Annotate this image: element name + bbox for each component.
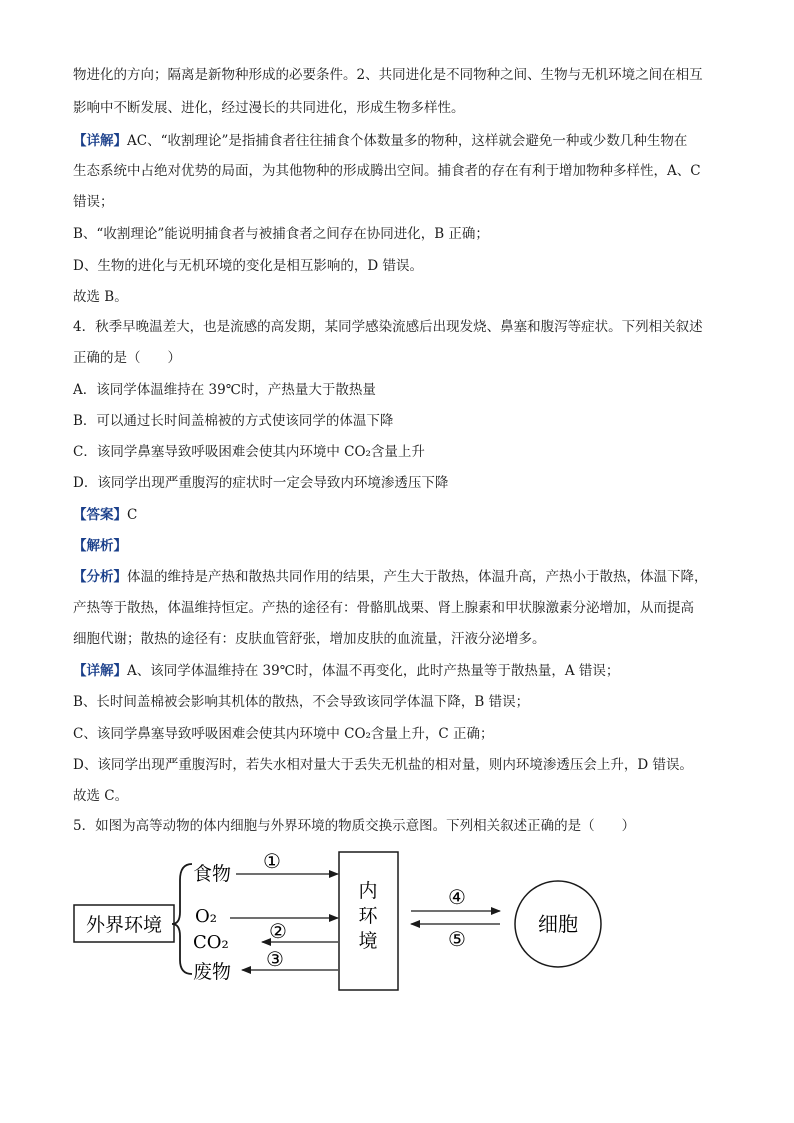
inner-environment-char: 境 (358, 930, 378, 952)
outer-environment-label: 外界环境 (85, 914, 163, 936)
text-line: B、“收割理论”能说明捕食者与被捕食者之间存在协同进化，B 正确； (73, 226, 489, 242)
number-1: ① (263, 849, 281, 873)
answer-line: 【答案】C (73, 507, 138, 523)
waste-label: 废物 (193, 961, 232, 983)
text-line: 物进化的方向；隔离是新物种形成的必要条件。2、共同进化是不同物种之间、生物与无机环境之间在相互 (73, 67, 703, 83)
option-b: B．可以通过长时间盖棉被的方式使该同学的体温下降 (73, 413, 394, 429)
o2-label: O₂ (195, 906, 217, 927)
text-line: 【详解】AC、“收割理论”是指捕食者往往捕食个体数量多的物种，这样就会避免一种或少数几种生物在 (73, 133, 688, 149)
question-5-stem: 5．如图为高等动物的体内细胞与外界环境的物质交换示意图。下列相关叙述正确的是（ ） (73, 818, 636, 834)
answer-tag: 【答案】 (73, 507, 127, 523)
number-3: ③ (266, 947, 284, 971)
section-tag: 【详解】 (73, 133, 127, 149)
text-line: D、该同学出现严重腹泻时，若失水相对量大于丢失无机盐的相对量，则内环境渗透压会上升，D 错误。 (73, 757, 693, 773)
section-tag: 【详解】 (73, 663, 127, 679)
section-tag: 【分析】 (73, 569, 127, 585)
option-a: A．该同学体温维持在 39℃时，产热量大于散热量 (73, 382, 376, 398)
question-4-stem: 4．秋季早晚温差大，也是流感的高发期，某同学感染流感后出现发烧、鼻塞和腹泻等症状。下列相关叙述 (73, 319, 703, 335)
text-line: 产热等于散热，体温维持恒定。产热的途径有：骨骼肌战栗、肾上腺素和甲状腺激素分泌增加，从而提高 (73, 600, 694, 616)
text-line: 故选 B。 (73, 289, 128, 305)
text-line: 影响中不断发展、进化，经过漫长的共同进化，形成生物多样性。 (73, 100, 465, 116)
inner-environment-char: 环 (358, 905, 378, 927)
text-line: D、生物的进化与无机环境的变化是相互影响的，D 错误。 (73, 258, 423, 274)
question-4-stem: 正确的是（ ） (73, 350, 181, 366)
inner-environment-char: 内 (358, 880, 378, 902)
text-line: 【详解】A、该同学体温维持在 39℃时，体温不再变化，此时产热量等于散热量，A 错误； (73, 663, 620, 679)
co2-label: CO₂ (193, 932, 229, 953)
text-line: 【分析】体温的维持是产热和散热共同作用的结果，产生大于散热，体温升高，产热小于散热，体温下降， (73, 569, 708, 585)
text-line: C、该同学鼻塞导致呼吸困难会使其内环境中 CO₂含量上升，C 正确； (73, 726, 494, 742)
option-c: C．该同学鼻塞导致呼吸困难会使其内环境中 CO₂含量上升 (73, 444, 425, 460)
text-line: B、长时间盖棉被会影响其机体的散热，不会导致该同学体温下降，B 错误； (73, 694, 530, 710)
text-line: 生态系统中占绝对优势的局面，为其他物种的形成腾出空间。捕食者的存在有利于增加物种多样性，A、C (73, 163, 701, 179)
number-2: ② (269, 919, 287, 943)
text-line: 错误； (73, 194, 114, 210)
text-line: 细胞代谢；散热的途径有：皮肤血管舒张，增加皮肤的血流量，汗液分泌增多。 (73, 631, 546, 647)
text-line: 故选 C。 (73, 788, 129, 804)
exchange-diagram (0, 840, 794, 1010)
analysis-tag: 【解析】 (73, 538, 127, 554)
number-4: ④ (448, 885, 466, 909)
analysis-heading (73, 536, 127, 556)
cell-label: 细胞 (538, 912, 578, 936)
option-d: D．该同学出现严重腹泻的症状时一定会导致内环境渗透压下降 (73, 475, 449, 491)
food-label: 食物 (193, 863, 232, 885)
brace-shape (172, 864, 192, 974)
number-5: ⑤ (448, 927, 466, 951)
